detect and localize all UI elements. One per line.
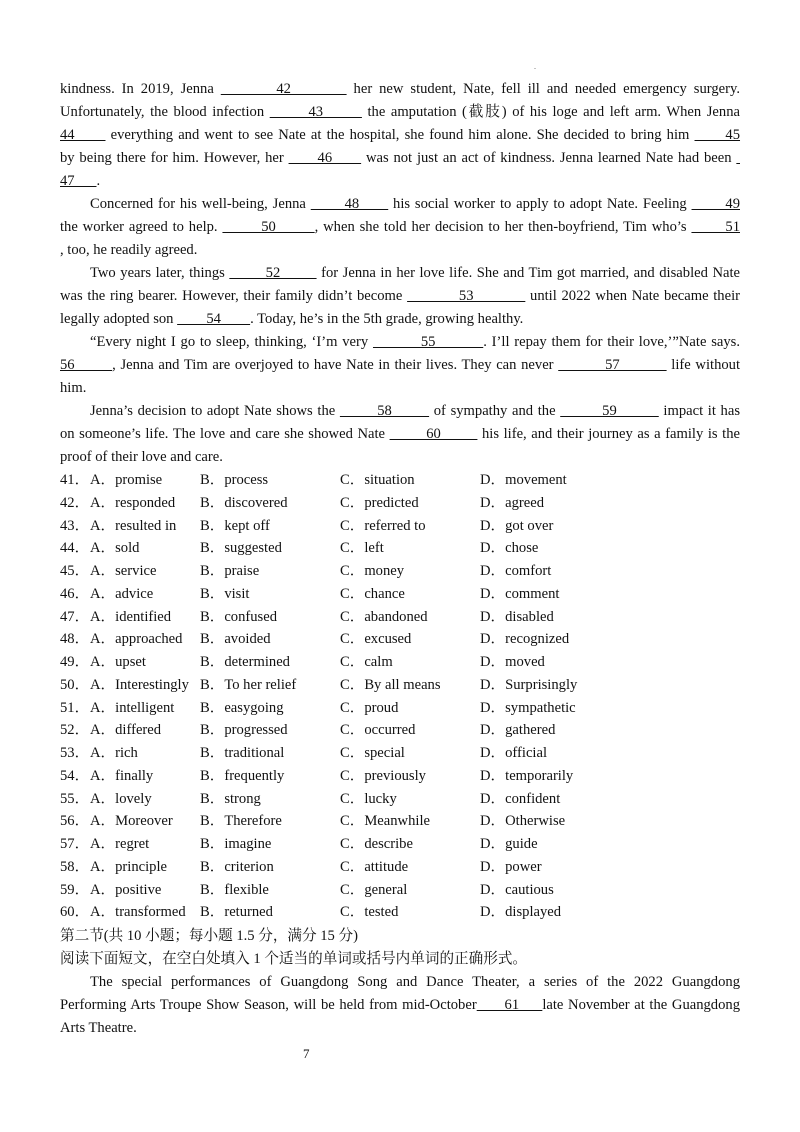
option-a[interactable]: A．lovely bbox=[90, 790, 152, 807]
passage-line bbox=[60, 216, 740, 239]
option-c[interactable]: C．previously bbox=[340, 767, 426, 784]
option-c[interactable]: C．abandoned bbox=[340, 608, 428, 625]
option-c[interactable]: C．proud bbox=[340, 699, 399, 716]
text: everything and went to see Nate at the hospital, she found him alone. She decided to bring him bbox=[105, 127, 695, 143]
text: kindness. In 2019, Jenna bbox=[60, 81, 221, 97]
text: of sympathy and the bbox=[429, 403, 561, 419]
option-d[interactable]: D．comfort bbox=[480, 563, 552, 579]
option-d[interactable]: D．got over bbox=[480, 517, 554, 534]
option-b[interactable]: B．process bbox=[200, 472, 269, 488]
text: his life, and their journey as a family is the bbox=[477, 426, 741, 442]
option-a[interactable]: A．resulted in bbox=[90, 517, 177, 534]
option-c[interactable]: C．describe bbox=[340, 836, 413, 852]
option-c[interactable]: C．attitude bbox=[340, 858, 409, 875]
text: late November at the Guangdong bbox=[542, 997, 740, 1013]
option-a[interactable]: A．promise bbox=[90, 472, 163, 488]
corner-mark: . bbox=[534, 62, 536, 71]
question-number: 46． bbox=[60, 585, 90, 602]
blank-42[interactable]: 42 bbox=[220, 81, 347, 97]
passage-line bbox=[90, 331, 740, 354]
question-number: 43． bbox=[60, 517, 90, 534]
blank-44[interactable]: 44 bbox=[60, 127, 106, 143]
option-a[interactable]: A．finally bbox=[90, 767, 154, 784]
option-a[interactable]: A．transformed bbox=[90, 904, 186, 921]
blank-53[interactable]: 53 bbox=[407, 288, 526, 304]
option-b[interactable]: B．visit bbox=[200, 585, 250, 602]
option-c[interactable]: C．situation bbox=[340, 472, 415, 488]
question-number: 42． bbox=[60, 494, 90, 511]
option-d[interactable]: D．recognized bbox=[480, 631, 570, 648]
blank-57[interactable]: 57 bbox=[558, 357, 667, 373]
option-a[interactable]: A．intelligent bbox=[90, 699, 175, 716]
option-d[interactable]: D．Otherwise bbox=[480, 813, 566, 830]
option-c[interactable]: C．tested bbox=[340, 904, 399, 921]
option-b[interactable]: B．avoided bbox=[200, 631, 271, 648]
blank-58[interactable]: 58 bbox=[339, 403, 430, 419]
text: Two years later, things bbox=[90, 265, 230, 281]
blank-61[interactable]: 61 bbox=[476, 997, 543, 1013]
question-number: 54． bbox=[60, 767, 90, 784]
option-a[interactable]: A．Moreover bbox=[90, 813, 173, 830]
option-d[interactable]: D．guide bbox=[480, 836, 538, 852]
option-a[interactable]: A．identified bbox=[90, 608, 172, 625]
option-d[interactable]: D．temporarily bbox=[480, 767, 574, 784]
option-c[interactable]: C．Meanwhile bbox=[340, 813, 430, 830]
option-a[interactable]: A．principle bbox=[90, 858, 168, 875]
text: . I’ll repay them for their love,’”Nate says. bbox=[483, 334, 741, 350]
section-instruction: 阅读下面短文，在空白处填入 1 个适当的单词或括号内单词的正确形式。 bbox=[60, 951, 528, 967]
question-number: 52． bbox=[60, 722, 90, 739]
option-b[interactable]: B．Therefore bbox=[200, 813, 282, 830]
text: Jenna’s decision to adopt Nate shows the bbox=[90, 403, 340, 419]
option-b[interactable]: B．discovered bbox=[200, 494, 288, 511]
option-b[interactable]: B．strong bbox=[200, 790, 261, 807]
text: the worker agreed to help. bbox=[60, 219, 223, 235]
option-b[interactable]: B．kept off bbox=[200, 517, 270, 534]
question-number: 47． bbox=[60, 608, 90, 625]
option-a[interactable]: A．Interestingly bbox=[90, 676, 189, 693]
blank-60[interactable]: 60 bbox=[389, 426, 478, 442]
question-number: 44． bbox=[60, 540, 90, 557]
passage-line: Arts Theatre. bbox=[60, 1020, 137, 1036]
text: was not just an act of kindness. Jenna learned Nate had been bbox=[361, 150, 737, 166]
option-b[interactable]: B．praise bbox=[200, 563, 260, 579]
text: impact it has bbox=[658, 403, 741, 419]
option-c[interactable]: C．referred to bbox=[340, 517, 426, 534]
text: his social worker to apply to adopt Nate. Feeling bbox=[388, 196, 692, 212]
section-heading: 第二节(共 10 小题；每小题 1.5 分，满分 15 分) bbox=[60, 928, 358, 944]
option-b[interactable]: B．determined bbox=[200, 654, 290, 670]
passage-line bbox=[90, 262, 740, 285]
option-b[interactable]: B．imagine bbox=[200, 836, 272, 852]
blank-43[interactable]: 43 bbox=[269, 104, 362, 120]
passage-line: , too, he readily agreed. bbox=[60, 242, 198, 258]
text: Concerned for his well-being, Jenna bbox=[90, 196, 311, 212]
passage-line bbox=[90, 193, 740, 216]
option-d[interactable]: D．moved bbox=[480, 654, 545, 670]
option-b[interactable]: B．suggested bbox=[200, 540, 282, 557]
option-a[interactable]: A．approached bbox=[90, 631, 183, 648]
text: , when she told her decision to her then-boyfriend, Tim who’s bbox=[314, 219, 692, 235]
option-c[interactable]: C．lucky bbox=[340, 790, 397, 807]
option-c[interactable]: C．occurred bbox=[340, 722, 416, 739]
text: . Today, he’s in the 5th grade, growing healthy. bbox=[250, 311, 524, 327]
option-a[interactable]: A．service bbox=[90, 563, 157, 579]
blank-48[interactable]: 48 bbox=[310, 196, 389, 212]
text: the amputation (截肢) of his loge and left arm. When Jenna bbox=[361, 104, 740, 120]
text: “Every night I go to sleep, thinking, ‘I’m very bbox=[90, 334, 373, 350]
question-number: 57． bbox=[60, 836, 90, 852]
option-d[interactable]: D．sympathetic bbox=[480, 699, 576, 716]
blank-56[interactable]: 56 bbox=[60, 357, 113, 373]
option-c[interactable]: C．money bbox=[340, 563, 405, 579]
option-d[interactable]: D．official bbox=[480, 745, 548, 761]
option-a[interactable]: A．rich bbox=[90, 745, 138, 761]
passage-line bbox=[90, 400, 740, 423]
option-a[interactable]: A．regret bbox=[90, 836, 150, 852]
option-c[interactable]: C．excused bbox=[340, 631, 412, 648]
blank-50[interactable]: 50 bbox=[222, 219, 315, 235]
question-number: 49． bbox=[60, 654, 90, 670]
passage-line bbox=[60, 101, 740, 124]
question-number: 53． bbox=[60, 745, 90, 761]
question-number: 41． bbox=[60, 472, 90, 488]
question-number: 51． bbox=[60, 699, 90, 716]
option-b[interactable]: B．easygoing bbox=[200, 699, 284, 716]
blank-55[interactable]: 55 bbox=[372, 334, 484, 350]
text: Unfortunately, the blood infection bbox=[60, 104, 270, 120]
blank-45[interactable]: 45 bbox=[694, 127, 741, 143]
text: until 2022 when Nate became their bbox=[525, 288, 740, 304]
text: her new student, Nate, fell ill and needed emergency surgery. bbox=[346, 81, 741, 97]
option-d[interactable]: D．chose bbox=[480, 540, 539, 557]
passage-line bbox=[60, 423, 740, 446]
text: , Jenna and Tim are overjoyed to have Nate in their lives. They can never bbox=[112, 357, 559, 373]
option-a[interactable]: A．sold bbox=[90, 540, 140, 557]
question-number: 48． bbox=[60, 631, 90, 648]
option-d[interactable]: D．disabled bbox=[480, 608, 554, 625]
option-d[interactable]: D．confident bbox=[480, 790, 561, 807]
question-number: 60． bbox=[60, 904, 90, 921]
option-c[interactable]: C．special bbox=[340, 745, 405, 761]
option-d[interactable]: D．gathered bbox=[480, 722, 556, 739]
option-d[interactable]: D．Surprisingly bbox=[480, 676, 578, 693]
text: Performing Arts Troupe Show Season, will be held from mid-October bbox=[60, 997, 477, 1013]
blank-51[interactable]: 51 bbox=[691, 219, 740, 235]
option-b[interactable]: B．criterion bbox=[200, 858, 274, 875]
blank-54[interactable]: 54 bbox=[177, 311, 251, 327]
option-c[interactable]: C．left bbox=[340, 540, 384, 557]
passage-line bbox=[60, 78, 740, 101]
option-c[interactable]: C．calm bbox=[340, 654, 393, 670]
option-a[interactable]: A．advice bbox=[90, 585, 154, 602]
text: was the ring bearer. However, their family didn’t become bbox=[60, 288, 408, 304]
option-d[interactable]: D．movement bbox=[480, 472, 567, 488]
passage-line bbox=[60, 285, 740, 308]
question-number: 56． bbox=[60, 813, 90, 830]
passage-line bbox=[60, 308, 740, 331]
option-a[interactable]: A．responded bbox=[90, 494, 176, 511]
option-d[interactable]: D．power bbox=[480, 858, 542, 875]
blank-47[interactable]: 47 bbox=[60, 173, 97, 189]
blank-47-lead bbox=[736, 150, 740, 166]
option-b[interactable]: B．traditional bbox=[200, 745, 285, 761]
passage-line bbox=[60, 147, 740, 170]
question-number: 55． bbox=[60, 790, 90, 807]
option-b[interactable]: B．returned bbox=[200, 904, 273, 921]
option-d[interactable]: D．cautious bbox=[480, 881, 554, 898]
passage-line bbox=[60, 994, 740, 1017]
option-d[interactable]: D．displayed bbox=[480, 904, 562, 921]
blank-46[interactable]: 46 bbox=[288, 150, 362, 166]
text: on someone’s life. The love and care she showed Nate bbox=[60, 426, 390, 442]
text: for Jenna in her love life. She and Tim got married, and disabled Nate bbox=[316, 265, 740, 281]
blank-49[interactable]: 49 bbox=[691, 196, 740, 212]
page-number: 7 bbox=[303, 1046, 310, 1061]
option-c[interactable]: C．predicted bbox=[340, 494, 419, 511]
option-c[interactable]: C．general bbox=[340, 881, 408, 898]
text: life without bbox=[666, 357, 741, 373]
option-b[interactable]: B．To her relief bbox=[200, 676, 297, 693]
option-b[interactable]: B．confused bbox=[200, 608, 278, 625]
passage-line: him. bbox=[60, 380, 87, 396]
question-number: 50． bbox=[60, 676, 90, 693]
option-d[interactable]: D．comment bbox=[480, 585, 560, 602]
text: legally adopted son bbox=[60, 311, 178, 327]
question-number: 58． bbox=[60, 858, 90, 875]
passage-line: proof of their love and care. bbox=[60, 449, 223, 465]
question-number: 59． bbox=[60, 881, 90, 898]
option-a[interactable]: A．positive bbox=[90, 881, 162, 898]
option-a[interactable]: A．upset bbox=[90, 654, 146, 670]
passage-line: The special performances of Guangdong Song and Dance Theater, a series of the 2022 Guangdong bbox=[90, 974, 740, 990]
option-a[interactable]: A．differed bbox=[90, 722, 162, 739]
option-b[interactable]: B．frequently bbox=[200, 767, 285, 784]
option-d[interactable]: D．agreed bbox=[480, 494, 545, 511]
blank-59[interactable]: 59 bbox=[560, 403, 659, 419]
text: . bbox=[96, 173, 101, 189]
option-b[interactable]: B．progressed bbox=[200, 722, 288, 739]
passage-line bbox=[60, 124, 740, 147]
option-b[interactable]: B．flexible bbox=[200, 881, 269, 898]
passage-line bbox=[60, 354, 740, 377]
option-c[interactable]: C．chance bbox=[340, 585, 405, 602]
blank-52[interactable]: 52 bbox=[229, 265, 317, 281]
question-number: 45． bbox=[60, 563, 90, 579]
text: by being there for him. However, her bbox=[60, 150, 289, 166]
option-c[interactable]: C．By all means bbox=[340, 676, 441, 693]
passage-line bbox=[60, 170, 740, 193]
